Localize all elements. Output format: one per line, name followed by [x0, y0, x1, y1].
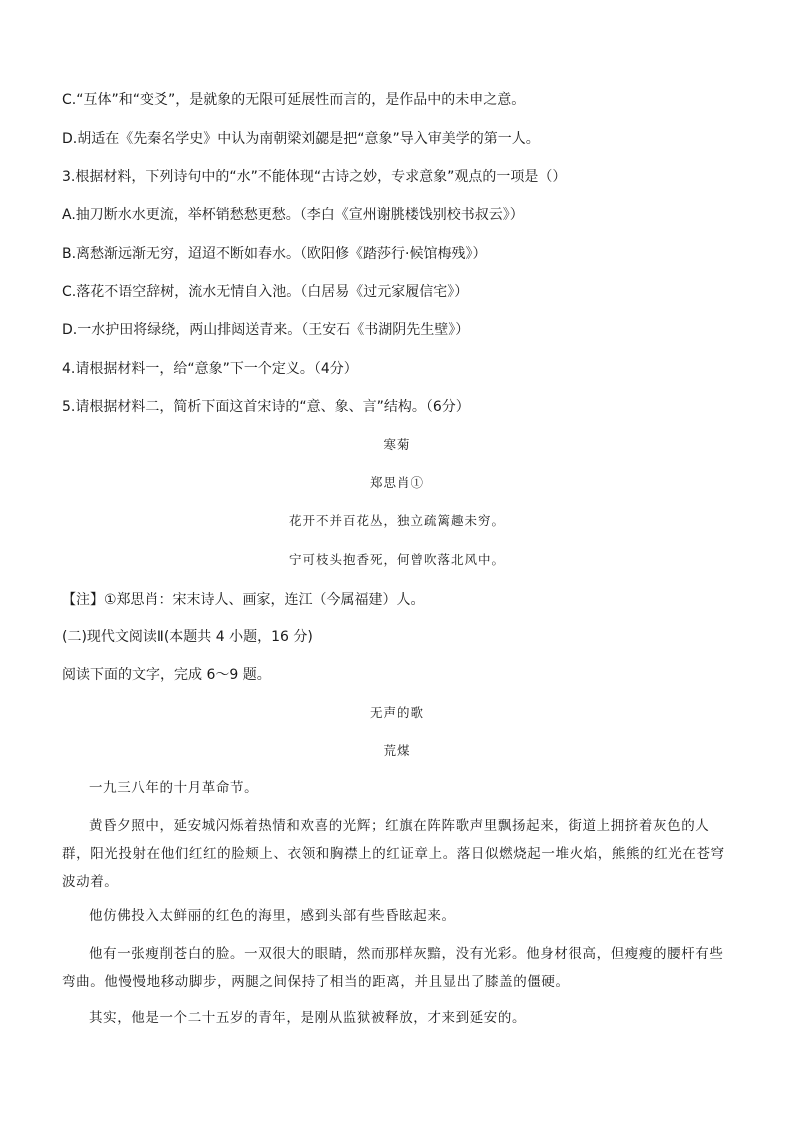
option-3c: C.落花不语空辞树，流水无情自入池。（白居易《过元家履信宅》） — [62, 284, 469, 300]
option-3b: B.离愁渐远渐无穷，迢迢不断如春水。（欧阳修《踏莎行·候馆梅残》） — [62, 246, 487, 262]
section-instruction: 阅读下面的文字，完成 6～9 题。 — [62, 667, 271, 683]
question-5: 5.请根据材料二，简析下面这首宋诗的“意、象、言”结构。（6分） — [62, 399, 470, 415]
option-2d: D.胡适在《先秦名学史》中认为南朝梁刘勰是把“意象”导入审美学的第一人。 — [62, 131, 540, 147]
option-3d: D.一水护田将绿绕，两山排闼送青来。（王安石《书湖阴先生壁》） — [62, 322, 470, 338]
story-author: 荒煤 — [383, 743, 411, 758]
story-paragraph-2: 黄昏夕照中，延安城闪烁着热情和欢喜的光辉；红旗在阵阵歌声里飘扬起来，街道上拥挤着灰色的人群，阳光投射在他们红红的脸颊上、衣领和胸襟上的红证章上。落日似燃烧起一堆火焰，熊熊的红光在苍穹波动着。 — [62, 818, 725, 890]
poem-title: 寒菊 — [383, 437, 411, 452]
story-paragraph-4: 他有一张瘦削苍白的脸。一双很大的眼睛，然而那样灰黯，没有光彩。他身材很高，但瘦瘦的腰杆有些弯曲。他慢慢地移动脚步，两腿之间保持了相当的距离，并且显出了膝盖的僵硬。 — [62, 946, 724, 990]
story-paragraph-5: 其实，他是一个二十五岁的青年，是刚从监狱被释放，才来到延安的。 — [89, 1010, 527, 1026]
story-paragraph-3: 他仿佛投入太鲜丽的红色的海里，感到头部有些昏眩起来。 — [89, 908, 456, 924]
poem-line-1: 花开不并百花丛，独立疏篱趣未穷。 — [288, 513, 505, 528]
story-paragraph-1: 一九三八年的十月革命节。 — [89, 780, 259, 796]
option-2c: C.“互体”和“变爻”，是就象的无限可延展性而言的，是作品中的未申之意。 — [62, 92, 526, 108]
question-4: 4.请根据材料一，给“意象”下一个定义。（4分） — [62, 361, 358, 377]
option-3a: A.抽刀断水水更流，举杯销愁愁更愁。（李白《宣州谢朓楼饯别校书叔云》） — [62, 207, 524, 223]
poem-note: 【注】①郑思肖：宋末诗人、画家，连江（今属福建）人。 — [62, 592, 425, 608]
poem-author: 郑思肖① — [369, 475, 424, 490]
story-title: 无声的歌 — [369, 705, 424, 720]
section-heading: (二)现代文阅读Ⅱ(本题共 4 小题，16 分) — [62, 629, 313, 645]
poem-line-2: 宁可枝头抱香死，何曾吹落北风中。 — [288, 552, 505, 567]
question-3-stem: 3.根据材料，下列诗句中的“水”不能体现“古诗之妙，专求意象”观点的一项是（） — [62, 169, 567, 185]
